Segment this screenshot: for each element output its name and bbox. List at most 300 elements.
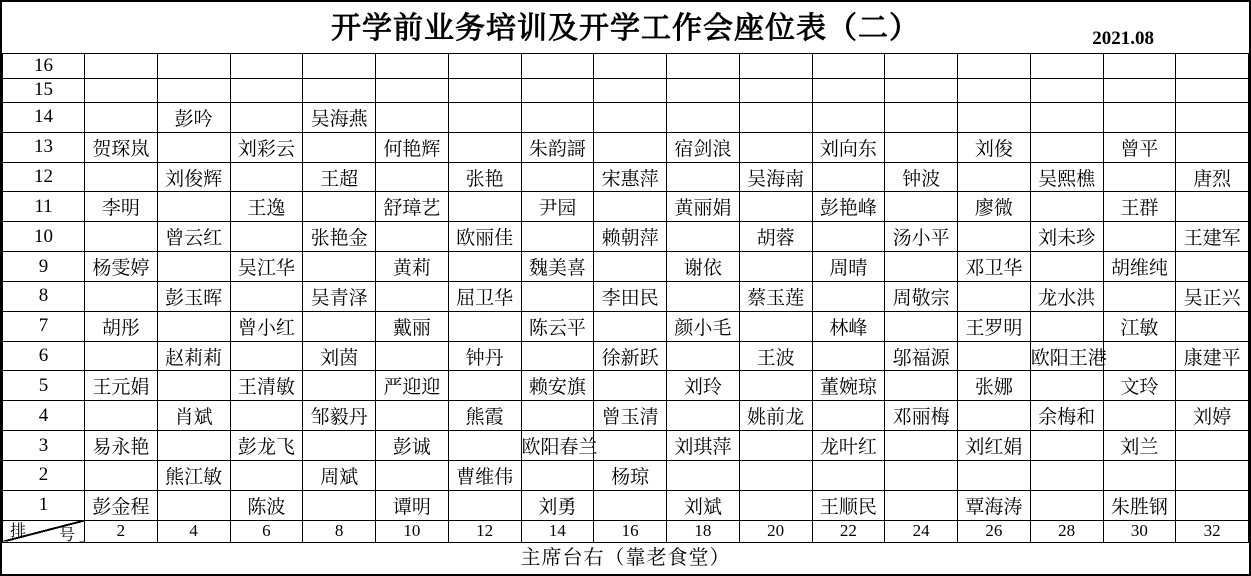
seat-number-label: 20 [739, 520, 812, 542]
seat-cell [230, 103, 303, 133]
seat-number-label: 28 [1030, 520, 1103, 542]
seat-cell: 屈卫华 [448, 281, 521, 311]
seat-cell: 戴丽 [376, 311, 449, 341]
seat-cell: 王罗明 [958, 311, 1031, 341]
row-number: 13 [3, 132, 85, 162]
row-number: 10 [3, 222, 85, 252]
seat-cell [1103, 54, 1176, 79]
row-number: 7 [3, 311, 85, 341]
table-row [3, 311, 1249, 341]
seat-cell [594, 54, 667, 79]
seat-cell [1176, 132, 1249, 162]
seat-cell [1030, 431, 1103, 461]
table-row [3, 281, 1249, 311]
seat-cell [85, 78, 158, 103]
seat-cell: 谢依 [667, 252, 740, 282]
table-row [3, 341, 1249, 371]
seat-cell [521, 54, 594, 79]
seat-cell: 彭诚 [376, 431, 449, 461]
seat-cell [739, 371, 812, 401]
seat-cell [376, 54, 449, 79]
seat-cell: 刘向东 [812, 132, 885, 162]
table-row [3, 490, 1249, 520]
axis-header-row [3, 520, 1249, 542]
seat-cell [739, 490, 812, 520]
seat-cell [448, 132, 521, 162]
seat-cell: 刘兰 [1103, 431, 1176, 461]
seat-cell [1176, 103, 1249, 133]
seat-cell: 李田民 [594, 281, 667, 311]
seat-cell: 文玲 [1103, 371, 1176, 401]
seat-cell: 王超 [303, 162, 376, 192]
seat-cell [521, 78, 594, 103]
seat-cell: 刘婷 [1176, 401, 1249, 431]
seat-cell: 曾小红 [230, 311, 303, 341]
seat-cell [594, 252, 667, 282]
seat-cell [739, 431, 812, 461]
seat-cell [958, 54, 1031, 79]
seat-cell [230, 341, 303, 371]
table-row [3, 431, 1249, 461]
seat-cell: 彭玉晖 [157, 281, 230, 311]
seat-cell: 刘未珍 [1030, 222, 1103, 252]
seat-cell: 徐新跃 [594, 341, 667, 371]
seat-cell [885, 490, 958, 520]
seat-cell [521, 341, 594, 371]
seat-cell [958, 281, 1031, 311]
seat-cell [157, 490, 230, 520]
seat-cell: 陈波 [230, 490, 303, 520]
seat-cell: 王元娟 [85, 371, 158, 401]
seat-cell [1103, 341, 1176, 371]
seat-cell [376, 341, 449, 371]
seat-number-label: 14 [521, 520, 594, 542]
seat-cell: 朱胜钢 [1103, 490, 1176, 520]
table-row [3, 78, 1249, 103]
seat-cell [1103, 103, 1176, 133]
seat-cell [885, 431, 958, 461]
seat-cell: 钟丹 [448, 341, 521, 371]
seat-cell [157, 252, 230, 282]
seat-cell [1176, 78, 1249, 103]
seat-cell [1103, 162, 1176, 192]
seat-cell [376, 401, 449, 431]
seating-table [2, 53, 1249, 543]
row-number: 14 [3, 103, 85, 133]
seat-cell: 张艳 [448, 162, 521, 192]
seat-cell: 彭金程 [85, 490, 158, 520]
seat-cell [667, 103, 740, 133]
seat-cell [85, 103, 158, 133]
seat-cell: 江敏 [1103, 311, 1176, 341]
seat-cell: 舒璋艺 [376, 192, 449, 222]
seat-cell [303, 78, 376, 103]
seat-cell [303, 431, 376, 461]
seat-cell: 刘红娟 [958, 431, 1031, 461]
seat-cell [448, 103, 521, 133]
seat-cell: 谭明 [376, 490, 449, 520]
seat-cell [85, 162, 158, 192]
seat-cell [594, 311, 667, 341]
table-row [3, 252, 1249, 282]
seat-cell [1030, 371, 1103, 401]
seat-cell [230, 222, 303, 252]
seat-cell [958, 341, 1031, 371]
seat-cell [1030, 311, 1103, 341]
seat-cell [157, 54, 230, 79]
seat-cell: 易永艳 [85, 431, 158, 461]
seat-cell [376, 103, 449, 133]
seat-cell: 熊江敏 [157, 460, 230, 490]
seat-cell [739, 460, 812, 490]
seat-cell [1103, 222, 1176, 252]
seat-cell [1176, 371, 1249, 401]
row-number: 12 [3, 162, 85, 192]
seat-cell: 周晴 [812, 252, 885, 282]
seat-cell: 龙叶红 [812, 431, 885, 461]
seat-cell: 龙水洪 [1030, 281, 1103, 311]
seat-cell [230, 281, 303, 311]
seat-cell: 杨琼 [594, 460, 667, 490]
seat-cell: 蔡玉莲 [739, 281, 812, 311]
row-number: 5 [3, 371, 85, 401]
seat-cell [157, 311, 230, 341]
seat-cell: 汤小平 [885, 222, 958, 252]
seat-cell [958, 460, 1031, 490]
seat-cell [1176, 252, 1249, 282]
seat-cell: 肖斌 [157, 401, 230, 431]
seat-cell [448, 252, 521, 282]
seat-cell [448, 490, 521, 520]
seat-cell: 吴青泽 [303, 281, 376, 311]
seat-cell [667, 78, 740, 103]
seat-cell [594, 78, 667, 103]
seat-cell [1103, 78, 1176, 103]
seat-cell: 刘茵 [303, 341, 376, 371]
seat-cell [1030, 132, 1103, 162]
seat-cell: 覃海涛 [958, 490, 1031, 520]
seat-cell [448, 311, 521, 341]
seat-cell [1030, 490, 1103, 520]
seat-cell [812, 401, 885, 431]
seat-cell [667, 281, 740, 311]
seat-cell [594, 490, 667, 520]
seat-cell [1176, 311, 1249, 341]
seat-cell: 吴海南 [739, 162, 812, 192]
seat-cell: 王清敏 [230, 371, 303, 401]
seat-cell: 赵莉莉 [157, 341, 230, 371]
seat-cell [230, 162, 303, 192]
seat-number-label: 10 [376, 520, 449, 542]
seat-cell [667, 162, 740, 192]
seat-cell [739, 78, 812, 103]
seat-cell: 胡维纯 [1103, 252, 1176, 282]
seat-cell [812, 162, 885, 192]
seat-cell [303, 371, 376, 401]
seat-cell: 唐烈 [1176, 162, 1249, 192]
seat-cell: 王建军 [1176, 222, 1249, 252]
seat-cell: 廖微 [958, 192, 1031, 222]
seat-cell [303, 54, 376, 79]
seat-number-label: 18 [667, 520, 740, 542]
seat-cell [958, 78, 1031, 103]
seat-cell: 颜小毛 [667, 311, 740, 341]
seat-cell [812, 78, 885, 103]
table-row [3, 103, 1249, 133]
seat-cell [157, 78, 230, 103]
seat-cell: 邓卫华 [958, 252, 1031, 282]
seat-cell [812, 54, 885, 79]
seat-cell: 邓丽梅 [885, 401, 958, 431]
seat-cell: 胡蓉 [739, 222, 812, 252]
seat-cell: 刘彩云 [230, 132, 303, 162]
seat-cell: 王波 [739, 341, 812, 371]
seat-cell [521, 103, 594, 133]
seat-cell: 曹维伟 [448, 460, 521, 490]
seat-cell: 彭龙飞 [230, 431, 303, 461]
table-row [3, 54, 1249, 79]
seat-cell [1176, 460, 1249, 490]
row-number: 6 [3, 341, 85, 371]
seat-cell [885, 54, 958, 79]
seat-cell: 严迎迎 [376, 371, 449, 401]
seat-cell [157, 132, 230, 162]
seat-cell: 彭艳峰 [812, 192, 885, 222]
seat-cell [1103, 281, 1176, 311]
seat-cell: 吴正兴 [1176, 281, 1249, 311]
seat-cell [594, 371, 667, 401]
seat-cell [1103, 401, 1176, 431]
seat-cell [157, 371, 230, 401]
seat-number-label: 26 [958, 520, 1031, 542]
seat-cell: 宿剑浪 [667, 132, 740, 162]
seat-number-label: 12 [448, 520, 521, 542]
seat-cell [521, 281, 594, 311]
seat-cell: 朱韵謌 [521, 132, 594, 162]
seat-cell: 熊霞 [448, 401, 521, 431]
seat-cell: 王逸 [230, 192, 303, 222]
seat-cell [667, 401, 740, 431]
seat-cell: 康建平 [1176, 341, 1249, 371]
seat-number-label: 4 [157, 520, 230, 542]
seat-cell: 欧阳王港 [1030, 341, 1103, 371]
corner-header-cell [3, 520, 85, 542]
row-number: 16 [3, 54, 85, 79]
seat-cell [448, 371, 521, 401]
row-axis-label: 排 [10, 523, 27, 540]
seat-cell [958, 103, 1031, 133]
seat-cell [376, 222, 449, 252]
table-row [3, 460, 1249, 490]
seat-cell: 吴江华 [230, 252, 303, 282]
seat-number-label: 2 [85, 520, 158, 542]
seat-cell: 魏美喜 [521, 252, 594, 282]
seat-cell [1030, 54, 1103, 79]
date-label: 2021.08 [1092, 28, 1154, 49]
seat-cell: 周敬宗 [885, 281, 958, 311]
seat-cell [303, 192, 376, 222]
seat-cell [958, 162, 1031, 192]
seat-cell [448, 54, 521, 79]
seat-cell [85, 281, 158, 311]
seat-cell: 钟波 [885, 162, 958, 192]
seat-cell [85, 460, 158, 490]
seat-cell [230, 54, 303, 79]
seat-cell: 邹毅丹 [303, 401, 376, 431]
footer-note: 主席台右（靠老食堂） [520, 547, 731, 569]
seat-cell [667, 341, 740, 371]
seat-cell [376, 78, 449, 103]
seat-cell: 周斌 [303, 460, 376, 490]
table-row [3, 371, 1249, 401]
seat-cell: 吴海燕 [303, 103, 376, 133]
seat-cell: 刘俊辉 [157, 162, 230, 192]
table-row [3, 401, 1249, 431]
seat-cell [376, 460, 449, 490]
seat-cell [1176, 490, 1249, 520]
seat-cell [812, 103, 885, 133]
seat-cell: 吴熙樵 [1030, 162, 1103, 192]
seat-cell [885, 103, 958, 133]
seat-cell: 曾平 [1103, 132, 1176, 162]
seat-cell [1176, 192, 1249, 222]
seat-cell [1030, 460, 1103, 490]
seat-cell: 曾玉清 [594, 401, 667, 431]
seat-cell [85, 222, 158, 252]
seat-cell: 赖朝萍 [594, 222, 667, 252]
seat-cell: 欧阳春兰 [521, 431, 594, 461]
seat-cell [1030, 103, 1103, 133]
seat-cell: 董婉琼 [812, 371, 885, 401]
seat-cell [85, 54, 158, 79]
seat-axis-label: 号 [58, 526, 75, 544]
seat-cell [594, 192, 667, 222]
seat-cell [739, 54, 812, 79]
row-number: 11 [3, 192, 85, 222]
seat-cell: 贺琛岚 [85, 132, 158, 162]
row-number: 2 [3, 460, 85, 490]
seat-cell [376, 162, 449, 192]
seat-cell: 姚前龙 [739, 401, 812, 431]
seat-cell [812, 281, 885, 311]
seat-cell [594, 132, 667, 162]
seat-cell [157, 192, 230, 222]
seat-cell: 李明 [85, 192, 158, 222]
seat-cell: 刘玲 [667, 371, 740, 401]
seat-number-label: 24 [885, 520, 958, 542]
seat-cell: 尹园 [521, 192, 594, 222]
seat-cell [448, 431, 521, 461]
seat-cell [230, 401, 303, 431]
seat-cell [303, 252, 376, 282]
seat-number-label: 32 [1176, 520, 1249, 542]
seat-cell [739, 103, 812, 133]
seat-cell [885, 371, 958, 401]
row-number: 4 [3, 401, 85, 431]
seat-cell [85, 341, 158, 371]
title-bar [2, 2, 1249, 53]
seat-cell: 赖安旗 [521, 371, 594, 401]
seat-cell [812, 341, 885, 371]
table-row [3, 132, 1249, 162]
seat-cell [1103, 460, 1176, 490]
table-row [3, 222, 1249, 252]
seat-number-label: 8 [303, 520, 376, 542]
seat-cell: 邬福源 [885, 341, 958, 371]
seat-cell [667, 460, 740, 490]
row-number: 8 [3, 281, 85, 311]
seat-cell: 彭吟 [157, 103, 230, 133]
seat-cell [303, 132, 376, 162]
seat-cell: 王群 [1103, 192, 1176, 222]
seat-cell [1176, 431, 1249, 461]
seat-cell [812, 460, 885, 490]
seat-cell [885, 311, 958, 341]
seat-cell: 欧丽佳 [448, 222, 521, 252]
seat-cell [885, 78, 958, 103]
seat-number-label: 16 [594, 520, 667, 542]
seat-cell [739, 132, 812, 162]
seat-cell: 黄丽娟 [667, 192, 740, 222]
seat-cell: 黄莉 [376, 252, 449, 282]
seat-cell [376, 281, 449, 311]
row-number: 9 [3, 252, 85, 282]
row-number: 3 [3, 431, 85, 461]
seat-cell [303, 311, 376, 341]
seat-cell: 陈云平 [521, 311, 594, 341]
seat-cell: 王顺民 [812, 490, 885, 520]
seat-cell [885, 460, 958, 490]
seat-cell [594, 103, 667, 133]
seat-cell [594, 431, 667, 461]
seat-number-label: 6 [230, 520, 303, 542]
seat-cell [667, 54, 740, 79]
seat-number-label: 22 [812, 520, 885, 542]
seat-cell: 林峰 [812, 311, 885, 341]
seat-cell [521, 162, 594, 192]
seat-cell [1030, 192, 1103, 222]
seat-cell [739, 311, 812, 341]
seat-cell [885, 252, 958, 282]
seat-cell [1030, 78, 1103, 103]
seat-cell [739, 192, 812, 222]
seat-cell: 余梅和 [1030, 401, 1103, 431]
seat-cell: 胡彤 [85, 311, 158, 341]
table-row [3, 192, 1249, 222]
seat-cell: 张艳金 [303, 222, 376, 252]
seat-cell [521, 222, 594, 252]
seat-cell [230, 460, 303, 490]
seat-cell [230, 78, 303, 103]
seat-cell [303, 490, 376, 520]
seat-cell [157, 431, 230, 461]
seat-cell: 刘琪萍 [667, 431, 740, 461]
seat-cell [448, 78, 521, 103]
seat-cell [958, 222, 1031, 252]
seat-cell: 刘勇 [521, 490, 594, 520]
seat-cell: 刘斌 [667, 490, 740, 520]
seat-cell [812, 222, 885, 252]
seat-cell [448, 192, 521, 222]
table-row [3, 162, 1249, 192]
seat-cell: 何艳辉 [376, 132, 449, 162]
row-number: 1 [3, 490, 85, 520]
seat-cell [885, 132, 958, 162]
seat-cell [85, 401, 158, 431]
page-title: 开学前业务培训及开学工作会座位表（二） [331, 12, 920, 45]
seat-cell [958, 401, 1031, 431]
seat-cell: 曾云红 [157, 222, 230, 252]
